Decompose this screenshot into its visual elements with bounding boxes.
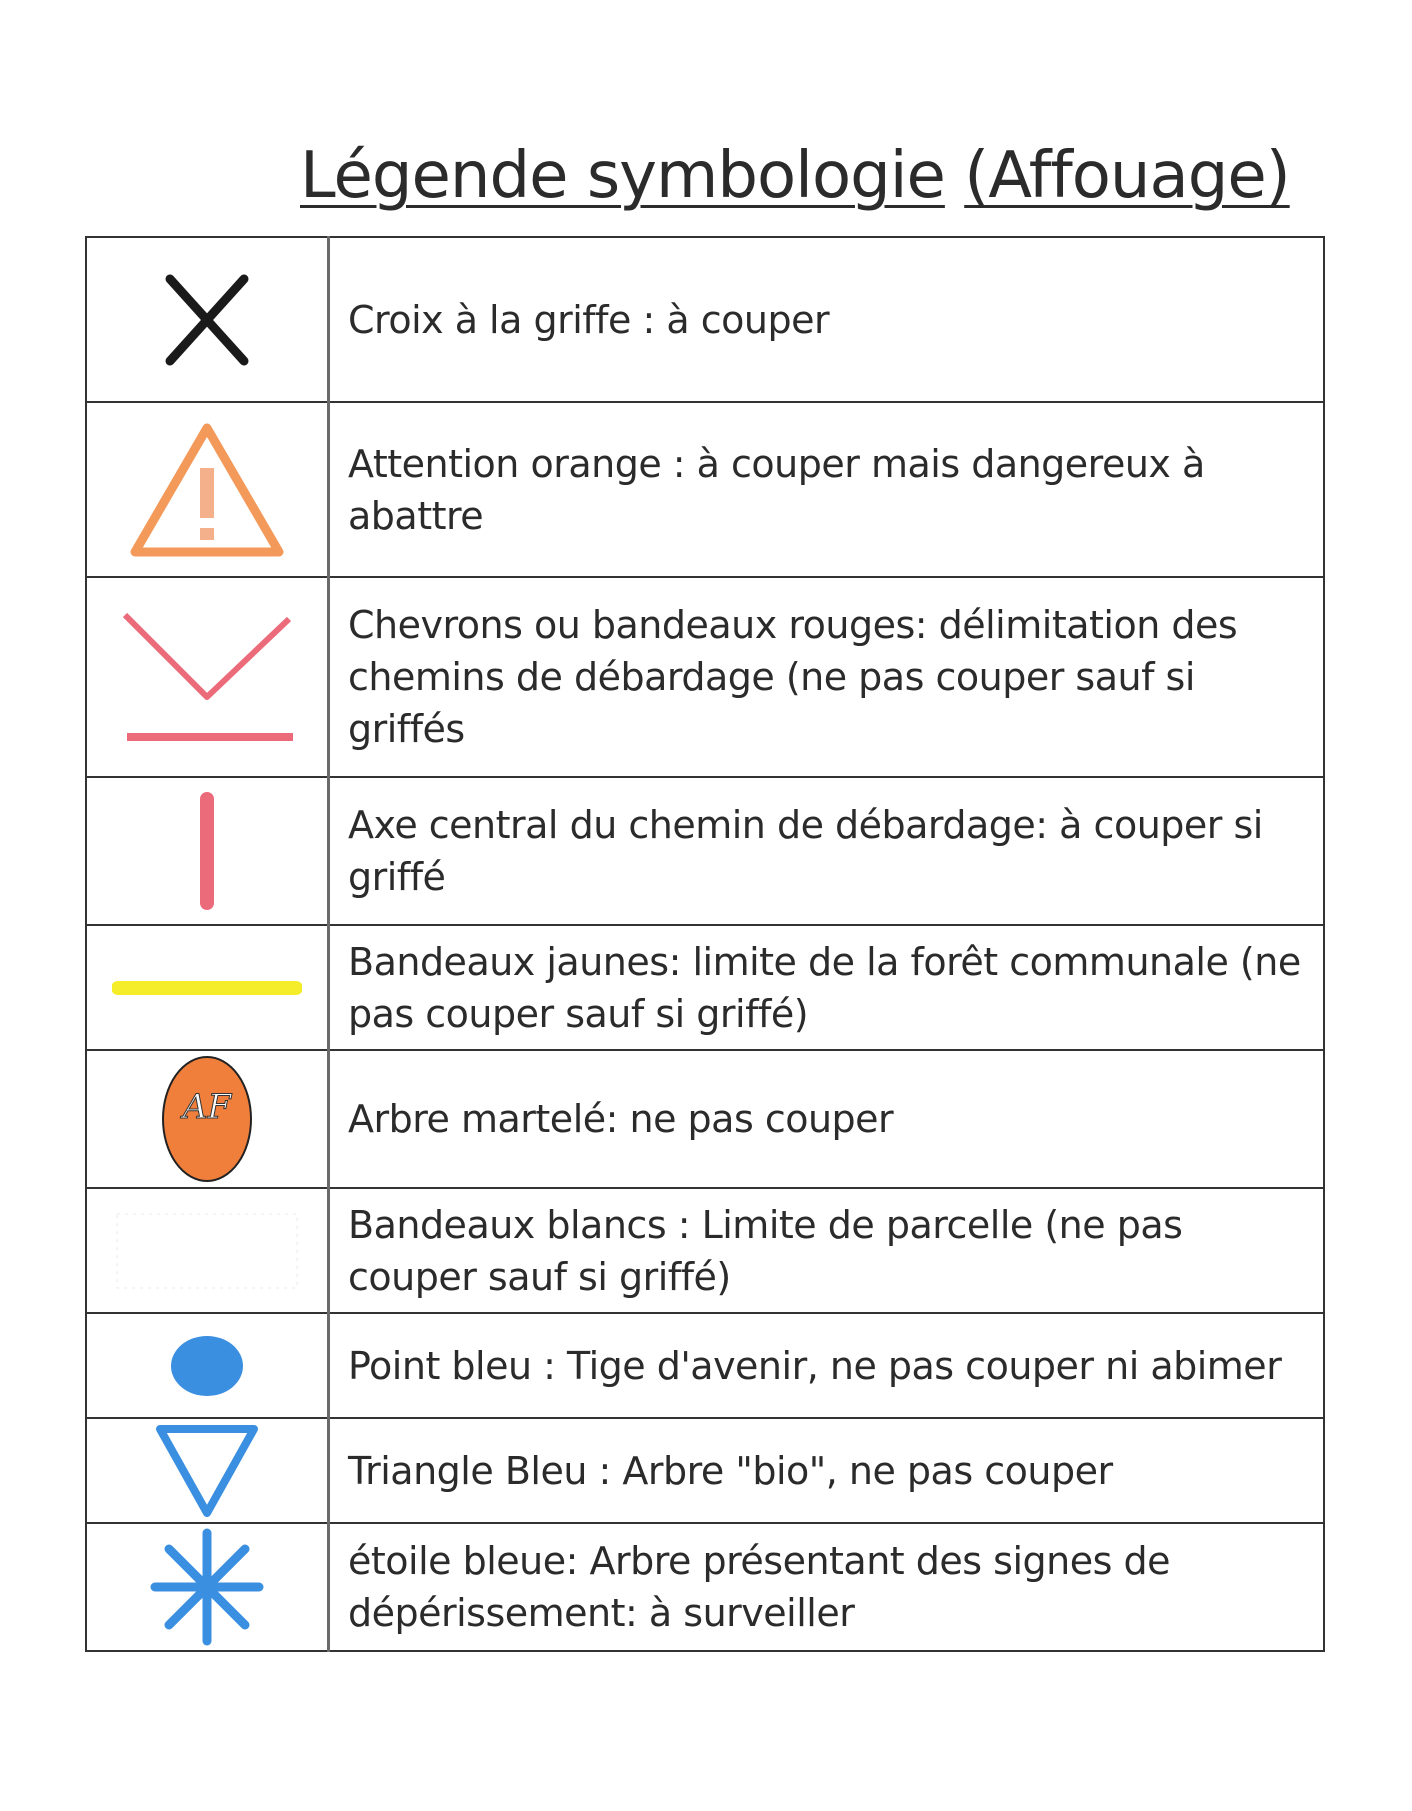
legend-description: Croix à la griffe : à couper xyxy=(329,237,1325,402)
red-vertical-bar-icon xyxy=(187,791,227,911)
blue-dot-icon xyxy=(167,1326,247,1406)
legend-description: Bandeaux jaunes: limite de la forêt communale (ne pas couper sauf si griffé) xyxy=(329,925,1325,1050)
legend-row xyxy=(86,777,1324,925)
white-band-icon xyxy=(107,1206,307,1296)
legend-description: Chevrons ou bandeaux rouges: délimitation des chemins de débardage (ne pas couper sauf si griffés xyxy=(329,577,1325,777)
legend-symbol-cell xyxy=(86,1188,329,1313)
legend-description: Triangle Bleu : Arbre "bio", ne pas couper xyxy=(329,1418,1325,1523)
legend-row xyxy=(86,925,1324,1050)
page-title xyxy=(300,136,1300,216)
legend-row xyxy=(86,1313,1324,1418)
title-qualifier: (Affouage) xyxy=(964,139,1290,213)
legend-row xyxy=(86,237,1324,402)
legend-symbol-cell xyxy=(86,237,329,402)
orange-warning-triangle-icon xyxy=(127,420,287,560)
legend-symbol-cell xyxy=(86,1418,329,1523)
legend-description: Attention orange : à couper mais dangereux à abattre xyxy=(329,402,1325,577)
black-cross-icon xyxy=(152,265,262,375)
title-main: Légende symbologie xyxy=(300,139,945,213)
legend-row xyxy=(86,1418,1324,1523)
af-hammer-mark-icon xyxy=(157,1052,257,1187)
legend-description: Bandeaux blancs : Limite de parcelle (ne pas couper sauf si griffé) xyxy=(329,1188,1325,1313)
legend-symbol-cell xyxy=(86,925,329,1050)
legend-description: étoile bleue: Arbre présentant des signes de dépérissement: à surveiller xyxy=(329,1523,1325,1651)
legend-symbol-cell xyxy=(86,577,329,777)
legend-description: Point bleu : Tige d'avenir, ne pas couper ni abimer xyxy=(329,1313,1325,1418)
legend-row xyxy=(86,1050,1324,1188)
legend-symbol-cell xyxy=(86,1523,329,1651)
blue-star-icon xyxy=(147,1527,267,1647)
blue-inverted-triangle-icon xyxy=(152,1421,262,1521)
legend-table xyxy=(85,236,1325,1652)
legend-symbol-cell xyxy=(86,1313,329,1418)
legend-description: Arbre martelé: ne pas couper xyxy=(329,1050,1325,1188)
legend-symbol-cell xyxy=(86,777,329,925)
af-mark-text: AF xyxy=(182,1086,232,1127)
legend-row xyxy=(86,577,1324,777)
legend-description: Axe central du chemin de débardage: à couper si griffé xyxy=(329,777,1325,925)
legend-row xyxy=(86,1523,1324,1651)
legend-symbol-cell xyxy=(86,402,329,577)
legend-symbol-cell xyxy=(86,1050,329,1188)
yellow-band-icon xyxy=(112,973,302,1003)
red-chevron-band-icon xyxy=(117,607,297,747)
legend-row xyxy=(86,1188,1324,1313)
legend-row xyxy=(86,402,1324,577)
